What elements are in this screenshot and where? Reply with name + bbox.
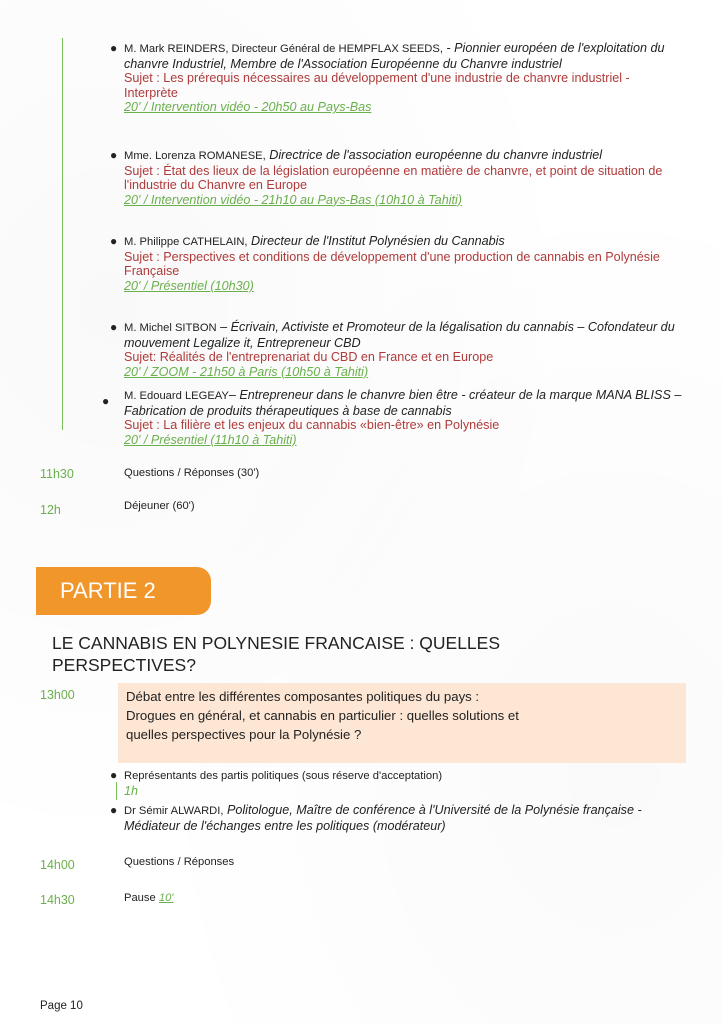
agenda-item-label: Pause [124,892,156,904]
bullet-icon: ● [110,320,118,334]
debate-line: quelles perspectives pour la Polynésie ? [126,727,362,742]
agenda-time: 11h30 [40,467,74,481]
section-title: LE CANNABIS EN POLYNESIE FRANCAISE : QUELLES PERSPECTIVES? [52,633,501,675]
agenda-duration: 10' [158,892,174,904]
speaker-subject: Sujet : Les prérequis nécessaires au développement d'une industrie de chanvre industriel - Interprète [124,71,630,100]
speaker-entry [110,768,684,798]
speaker-schedule: 20' / Présentiel (11h10 à Tahiti) [124,432,297,447]
debate-line: Débat entre les différentes composantes politiques du pays : [126,689,480,704]
speaker-entry [110,803,684,833]
section-banner: PARTIE 2 [36,567,211,615]
page-number: Page 10 [40,1000,83,1012]
agenda-time: 12h [40,503,61,517]
agenda-item: Questions / Réponses (30') [124,467,260,479]
bullet-icon: ● [110,768,118,782]
agenda-time: 14h30 [40,893,75,907]
speaker-name: M. Edouard LEGEAY [124,390,229,402]
speaker-schedule: 20' / Intervention vidéo - 20h50 au Pays-Bas [124,100,372,115]
timeline-line [62,38,63,430]
agenda-time: 13h00 [40,688,75,702]
agenda-item: Questions / Réponses [124,856,235,868]
speaker-name: M. Mark REINDERS, Directeur Général de HEMPFLAX SEEDS, [124,43,443,55]
speaker-role: – Entrepreneur dans le chanvre bien être - créateur de la marque MANA BLISS –Fabrication de produits thérapeutiques à base de cannabis [124,388,682,418]
speaker-subject: Sujet : La filière et les enjeux du cannabis «bien-être» en Polynésie [124,418,500,433]
agenda-item [124,892,173,904]
bullet-icon: ● [102,394,110,408]
speaker-schedule: 20' / Présentiel (10h30) [124,278,254,293]
speaker-subject: Sujet : État des lieux de la législation européenne en matière de chanvre, et point de situation de l'industrie du Chanvre en Europe [124,163,663,193]
bullet-icon: ● [110,148,118,162]
speaker-name: M. Philippe CATHELAIN, [124,236,248,248]
speaker-name: Représentants des partis politiques (sous réserve d'acceptation) [124,770,443,782]
speaker-subject: Sujet : Perspectives et conditions de développement d'une production de cannabis en Polynésie Française [124,249,660,279]
speaker-schedule: 1h [124,783,139,798]
speaker-role: Directeur de l'Institut Polynésien du Cannabis [247,234,505,248]
speaker-entry [110,234,684,293]
speaker-role: - Pionnier européen de l'exploitation du chanvre Industriel, Membre de l'Association Européenne du Chanvre industriel [124,41,665,71]
speaker-role: – Écrivain, Activiste et Promoteur de la légalisation du cannabis – Cofondateur du mouvement Legalize it, Entrepreneur CBD [124,320,675,350]
speaker-subject: Sujet: Réalités de l'entreprenariat du CBD en France et en Europe [124,350,494,365]
debate-line: Drogues en général, et cannabis en particulier : quelles solutions et [126,708,519,723]
speaker-role: Directrice de l'association européenne du chanvre industriel [265,148,603,162]
speaker-entry [102,388,684,447]
bullet-icon: ● [110,803,118,817]
debate-box [118,683,686,763]
speaker-name: Dr Sémir ALWARDI, [124,805,224,817]
timeline-line [116,782,117,800]
agenda-time: 14h00 [40,858,75,872]
agenda-item: Déjeuner (60') [124,500,195,512]
bullet-icon: ● [110,234,118,248]
speaker-entry [110,320,684,379]
speaker-name: M. Michel SITBON [124,322,217,334]
bullet-icon: ● [110,41,118,55]
speaker-entry [110,148,684,207]
speaker-name: Mme. Lorenza ROMANESE, [124,150,266,162]
speaker-role: Politologue, Maître de conférence à l'Université de la Polynésie française - Médiateur de l'échanges entre les politiques (modérateur) [124,803,642,833]
speaker-schedule: 20' / Intervention vidéo - 21h10 au Pays-Bas (10h10 à Tahiti) [124,192,462,207]
speaker-schedule: 20' / ZOOM - 21h50 à Paris (10h50 à Tahiti) [124,364,369,379]
speaker-entry [110,41,684,115]
